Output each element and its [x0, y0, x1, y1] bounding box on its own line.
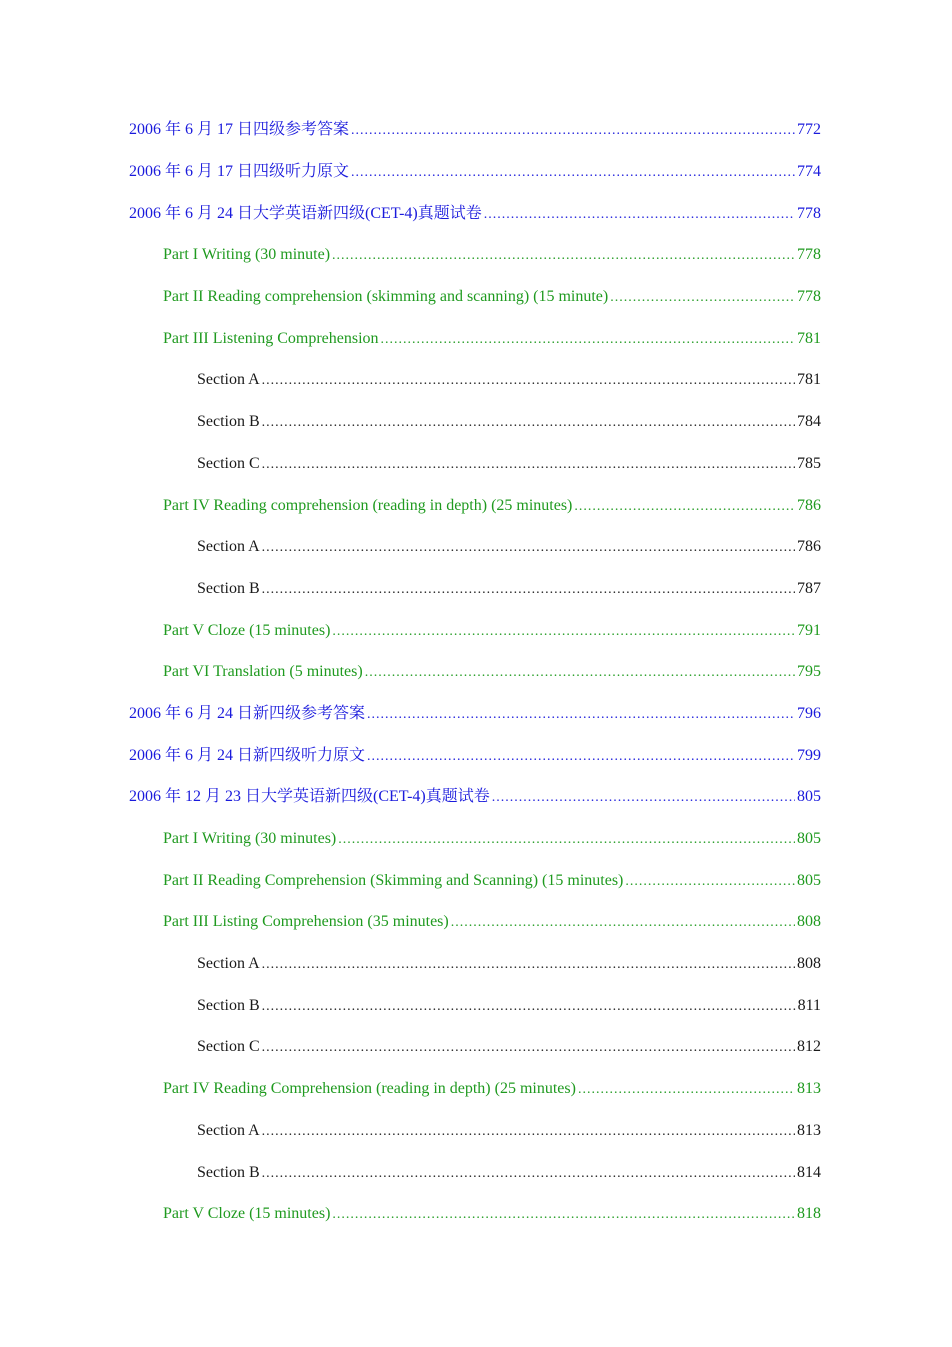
toc-entry[interactable] [0, 527, 952, 569]
toc-entry[interactable] [0, 819, 952, 861]
toc-entry[interactable] [0, 944, 952, 986]
toc-entry-title[interactable]: 2006 年 6 月 17 日四级参考答案 [129, 121, 350, 139]
toc-entry-line [163, 496, 821, 517]
toc-entry-page-number[interactable]: 805 [797, 788, 821, 806]
toc-entry-title[interactable]: Section A [197, 955, 260, 973]
toc-entry-page-number[interactable]: 811 [797, 996, 821, 1014]
toc-entry[interactable] [0, 569, 952, 611]
toc-entry[interactable] [0, 110, 952, 152]
toc-entry[interactable] [0, 360, 952, 402]
dot-leader [262, 455, 795, 475]
toc-entry-page-number[interactable]: 818 [797, 1205, 821, 1223]
dot-leader [351, 121, 795, 141]
toc-entry-page-number[interactable]: 778 [797, 204, 821, 222]
toc-entry-title[interactable]: Part II Reading Comprehension (Skimming and Scanning) (15 minutes) [163, 871, 624, 889]
toc-entry[interactable] [0, 777, 952, 819]
toc-entry[interactable] [0, 485, 952, 527]
dot-leader [262, 413, 795, 433]
toc-entry-line [129, 787, 821, 808]
toc-entry-page-number[interactable]: 774 [797, 163, 821, 181]
toc-entry-title[interactable]: Section C [197, 1038, 260, 1056]
toc-entry-page-number[interactable]: 812 [797, 1038, 821, 1056]
toc-entry-line [197, 996, 821, 1017]
toc-entry-page-number[interactable]: 787 [797, 579, 821, 597]
toc-entry-page-number[interactable]: 795 [797, 663, 821, 681]
toc-entry-line [129, 704, 821, 725]
dot-leader [262, 538, 795, 558]
toc-entry-line [197, 412, 821, 433]
toc-entry-line [163, 912, 821, 933]
toc-entry-page-number[interactable]: 808 [797, 955, 821, 973]
toc-entry-line [197, 537, 821, 558]
toc-entry-line [129, 204, 821, 225]
toc-entry-line [197, 1037, 821, 1058]
dot-leader [262, 1122, 795, 1142]
toc-entry[interactable] [0, 318, 952, 360]
toc-entry-page-number[interactable]: 784 [797, 413, 821, 431]
dot-leader [367, 705, 795, 725]
toc-entry-line [197, 579, 821, 600]
dot-leader [484, 205, 795, 225]
dot-leader [338, 830, 795, 850]
toc-entry-line [163, 1204, 821, 1225]
toc-entry-page-number[interactable]: 781 [797, 371, 821, 389]
toc-entry-title[interactable]: Section C [197, 454, 260, 472]
toc-entry-title[interactable]: Part IV Reading comprehension (reading in depth) (25 minutes) [163, 496, 573, 514]
toc-entry-page-number[interactable]: 813 [797, 1121, 821, 1139]
toc-entry[interactable] [0, 652, 952, 694]
toc-entry[interactable] [0, 1111, 952, 1153]
toc-entry[interactable] [0, 1027, 952, 1069]
toc-entry-line [163, 829, 821, 850]
toc-entry-title[interactable]: 2006 年 6 月 24 日新四级听力原文 [129, 746, 366, 764]
toc-entry-title[interactable]: Section B [197, 413, 260, 431]
dot-leader [451, 913, 795, 933]
table-of-contents [0, 110, 952, 1236]
toc-entry-title[interactable]: Part V Cloze (15 minutes) [163, 621, 331, 639]
toc-entry-title[interactable]: Section A [197, 538, 260, 556]
toc-entry-title[interactable]: Section B [197, 996, 260, 1014]
toc-entry-title[interactable]: 2006 年 12 月 23 日大学英语新四级(CET-4)真题试卷 [129, 788, 490, 806]
dot-leader [578, 1080, 795, 1100]
toc-entry[interactable] [0, 1069, 952, 1111]
toc-entry[interactable] [0, 152, 952, 194]
dot-leader [332, 1205, 795, 1225]
toc-entry-title[interactable]: Part III Listing Comprehension (35 minutes) [163, 913, 449, 931]
toc-entry-page-number[interactable]: 786 [797, 496, 821, 514]
toc-entry-title[interactable]: Part I Writing (30 minute) [163, 246, 331, 264]
toc-entry[interactable] [0, 277, 952, 319]
toc-entry-page-number[interactable]: 778 [797, 246, 821, 264]
toc-entry[interactable] [0, 1152, 952, 1194]
toc-entry-page-number[interactable]: 791 [797, 621, 821, 639]
toc-entry[interactable] [0, 735, 952, 777]
toc-entry-title[interactable]: Part V Cloze (15 minutes) [163, 1205, 331, 1223]
dot-leader [262, 997, 796, 1017]
toc-entry-line [129, 746, 821, 767]
toc-entry-line [197, 454, 821, 475]
toc-entry-title[interactable]: Section B [197, 579, 260, 597]
toc-entry-page-number[interactable]: 796 [797, 704, 821, 722]
toc-entry-title[interactable]: Part III Listening Comprehension [163, 329, 379, 347]
toc-entry-page-number[interactable]: 786 [797, 538, 821, 556]
toc-entry[interactable] [0, 402, 952, 444]
dot-leader [367, 747, 795, 767]
toc-entry[interactable] [0, 235, 952, 277]
toc-entry-line [163, 871, 821, 892]
toc-entry-page-number[interactable]: 814 [797, 1163, 821, 1181]
dot-leader [332, 622, 795, 642]
toc-entry[interactable] [0, 610, 952, 652]
toc-entry[interactable] [0, 1194, 952, 1236]
toc-entry-line [163, 662, 821, 683]
toc-entry-page-number[interactable]: 785 [797, 454, 821, 472]
toc-entry-page-number[interactable]: 813 [797, 1080, 821, 1098]
dot-leader [262, 1038, 795, 1058]
toc-entry[interactable] [0, 985, 952, 1027]
dot-leader [351, 163, 795, 183]
dot-leader [262, 580, 795, 600]
toc-entry-title[interactable]: 2006 年 6 月 24 日大学英语新四级(CET-4)真题试卷 [129, 204, 482, 222]
toc-entry-line [163, 621, 821, 642]
toc-entry-line [197, 370, 821, 391]
toc-entry[interactable] [0, 902, 952, 944]
toc-entry-title[interactable]: 2006 年 6 月 24 日新四级参考答案 [129, 704, 366, 722]
toc-entry-title[interactable]: Section A [197, 371, 260, 389]
toc-entry-title[interactable]: Part II Reading comprehension (skimming and scanning) (15 minute) [163, 288, 609, 306]
dot-leader [492, 788, 795, 808]
toc-entry-page-number[interactable]: 778 [797, 288, 821, 306]
dot-leader [574, 497, 795, 517]
toc-entry[interactable] [0, 193, 952, 235]
toc-entry-line [163, 1079, 821, 1100]
toc-entry-page-number[interactable]: 805 [797, 830, 821, 848]
toc-entry-title[interactable]: Section A [197, 1121, 260, 1139]
toc-entry-page-number[interactable]: 805 [797, 871, 821, 889]
toc-entry-title[interactable]: 2006 年 6 月 17 日四级听力原文 [129, 163, 350, 181]
toc-entry-title[interactable]: Part I Writing (30 minutes) [163, 830, 337, 848]
dot-leader [262, 955, 795, 975]
toc-entry-line [129, 120, 821, 141]
toc-entry-line [197, 954, 821, 975]
toc-entry-line [197, 1121, 821, 1142]
toc-entry-page-number[interactable]: 799 [797, 746, 821, 764]
toc-entry-page-number[interactable]: 772 [797, 121, 821, 139]
toc-entry-page-number[interactable]: 781 [797, 329, 821, 347]
dot-leader [610, 288, 795, 308]
dot-leader [262, 1164, 795, 1184]
toc-entry-line [197, 1163, 821, 1184]
toc-entry-title[interactable]: Part IV Reading Comprehension (reading in depth) (25 minutes) [163, 1080, 576, 1098]
dot-leader [332, 246, 795, 266]
dot-leader [381, 330, 795, 350]
dot-leader [262, 371, 795, 391]
dot-leader [625, 872, 795, 892]
toc-entry-title[interactable]: Section B [197, 1163, 260, 1181]
toc-entry[interactable] [0, 444, 952, 486]
toc-entry[interactable] [0, 694, 952, 736]
dot-leader [365, 663, 795, 683]
toc-entry-title[interactable]: Part VI Translation (5 minutes) [163, 663, 363, 681]
toc-entry-page-number[interactable]: 808 [797, 913, 821, 931]
toc-entry[interactable] [0, 860, 952, 902]
toc-entry-line [129, 162, 821, 183]
toc-entry-line [163, 287, 821, 308]
toc-entry-line [163, 329, 821, 350]
toc-entry-line [163, 245, 821, 266]
